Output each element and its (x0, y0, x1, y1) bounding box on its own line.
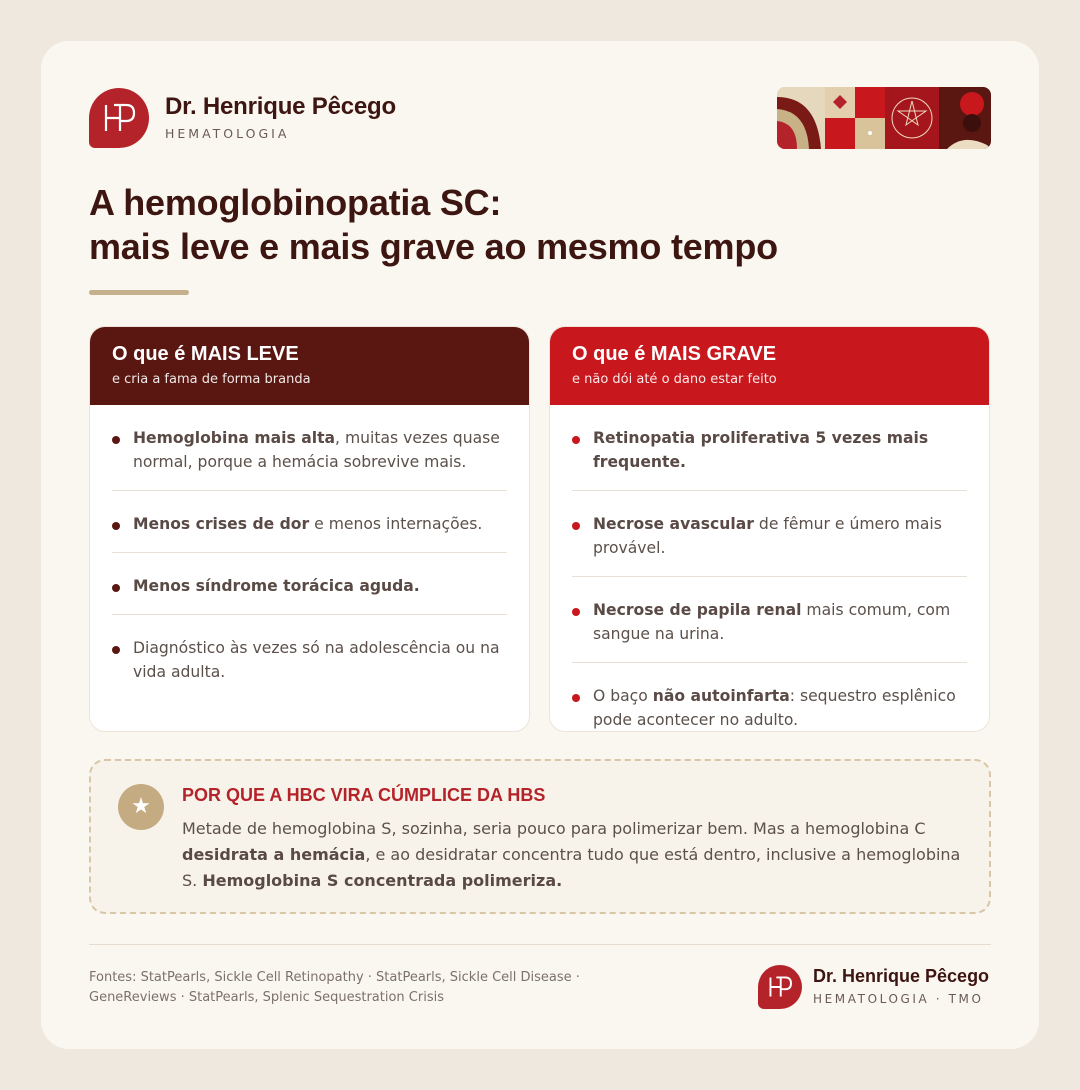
item-text: e menos internações. (309, 515, 483, 533)
title-line-1: A hemoglobinopatia SC: (89, 182, 502, 223)
callout-text-2: , e ao desidratar concentra tudo que está dentro, inclusive a hemoglobina S. (182, 845, 961, 890)
list-item (112, 553, 507, 615)
title-underline (89, 290, 189, 295)
brand-subtitle: HEMATOLOGIA (165, 126, 290, 141)
infographic-card (41, 41, 1039, 1049)
item-text: mais comum, com sangue na urina. (593, 601, 951, 643)
callout-bold-2: Hemoglobina S concentrada polimeriza. (202, 871, 563, 890)
milder-column-subtitle: e cria a fama de forma branda (112, 372, 311, 387)
list-item (572, 491, 967, 577)
title-line-2: mais leve e mais grave ao mesmo tempo (89, 226, 778, 267)
callout-title: POR QUE A HBC VIRA CÚMPLICE DA HBS (182, 785, 546, 805)
item-text: : sequestro esplênico pode acontecer no adulto. (593, 687, 956, 729)
star-icon: ★ (118, 784, 164, 830)
list-item (572, 577, 967, 663)
item-text: de fêmur e úmero mais provável. (593, 515, 942, 557)
item-bold: Necrose avascular (593, 515, 754, 533)
bullet-icon (112, 522, 120, 530)
bullet-icon (572, 436, 580, 444)
callout-body (182, 816, 972, 894)
list-item (112, 405, 507, 491)
item-text: , muitas vezes quase normal, porque a hemácia sobrevive mais. (133, 429, 500, 471)
list-item (572, 405, 967, 491)
sources-text: Fontes: StatPearls, Sickle Cell Retinopathy · StatPearls, Sickle Cell Disease · GeneReviews · StatPearls, Splenic Sequestration Crisis (89, 970, 580, 1005)
severe-column-title: O que é MAIS GRAVE (572, 343, 777, 365)
hp-logo-small-icon (758, 965, 802, 1009)
bullet-icon (572, 694, 580, 702)
hp-logo-icon (89, 88, 149, 148)
milder-column-title: O que é MAIS LEVE (112, 343, 299, 365)
item-bold: Retinopatia proliferativa 5 vezes mais frequente. (593, 429, 929, 471)
bullet-icon (112, 584, 120, 592)
list-item (572, 663, 967, 732)
bullet-icon (572, 522, 580, 530)
decorative-pattern (777, 87, 991, 149)
list-item (112, 615, 507, 700)
item-bold: Necrose de papila renal (593, 601, 802, 619)
brand-name: Dr. Henrique Pêcego (165, 93, 396, 120)
item-bold: Menos crises de dor (133, 515, 310, 533)
item-bold: Menos síndrome torácica aguda. (133, 577, 420, 595)
severe-column (549, 326, 990, 732)
milder-column (89, 326, 530, 732)
callout-text-1: Metade de hemoglobina S, sozinha, seria pouco para polimerizar bem. Mas a hemoglobina C (182, 819, 926, 838)
item-bold: não autoinfarta (652, 687, 790, 705)
footer-brand-subtitle: HEMATOLOGIA · TMO (813, 992, 984, 1006)
page-title (89, 181, 969, 269)
item-prefix: O baço (593, 687, 653, 705)
list-item (112, 491, 507, 553)
item-bold: Hemoglobina mais alta (133, 429, 336, 447)
milder-column-header (90, 327, 529, 405)
callout-bold-1: desidrata a hemácia (182, 845, 366, 864)
severe-column-subtitle: e não dói até o dano estar feito (572, 372, 777, 387)
item-text: Diagnóstico às vezes só na adolescência ou na vida adulta. (133, 639, 500, 681)
bullet-icon (112, 436, 120, 444)
footer-divider (89, 944, 991, 945)
bullet-icon (572, 608, 580, 616)
bullet-icon (112, 646, 120, 654)
severe-column-header (550, 327, 989, 405)
footer-brand-name: Dr. Henrique Pêcego (813, 966, 990, 986)
explanation-callout (89, 759, 991, 914)
